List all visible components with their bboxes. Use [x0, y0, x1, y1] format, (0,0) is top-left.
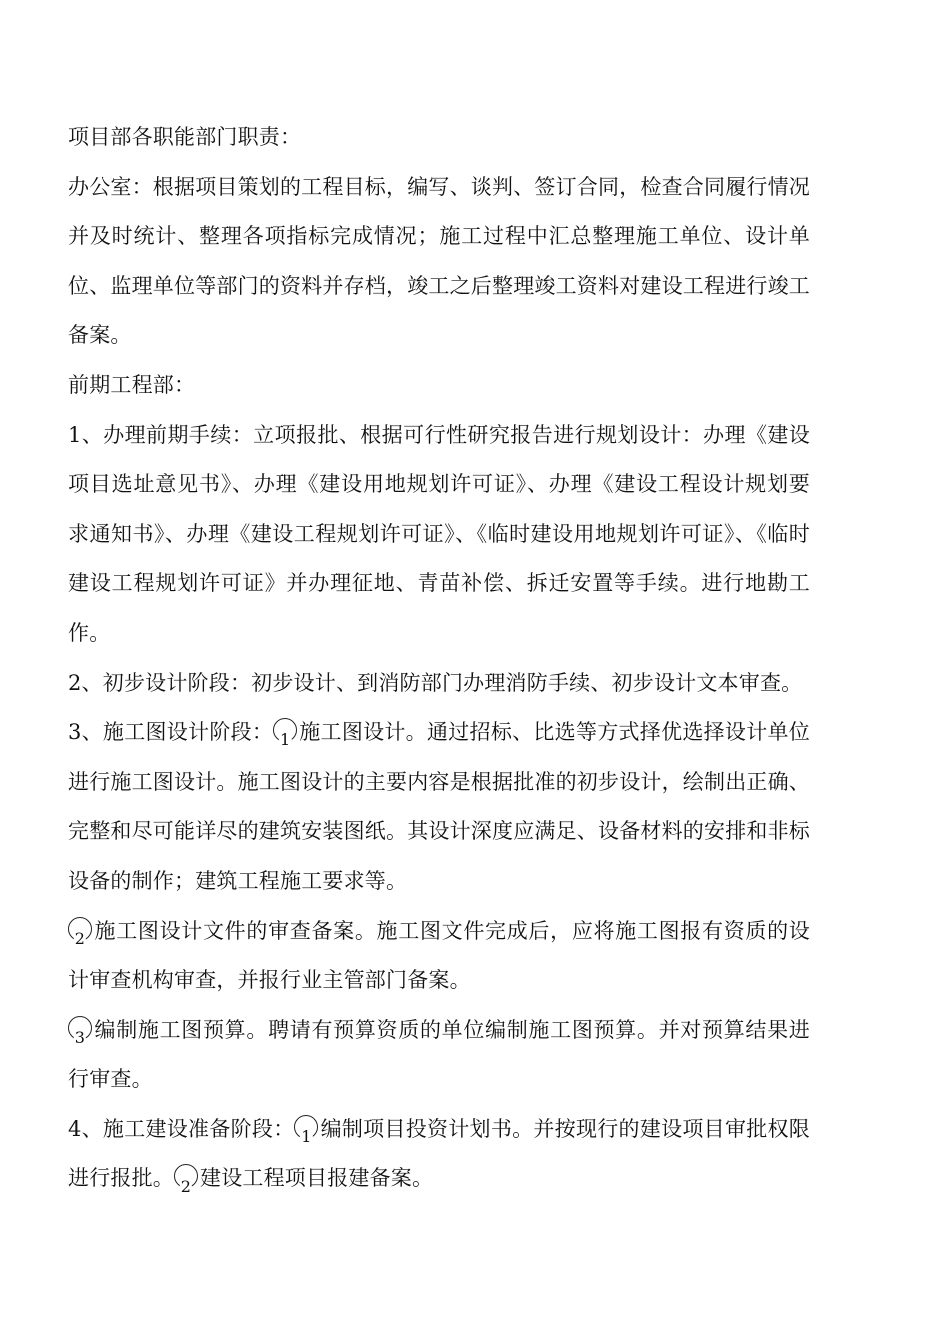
early-dept-item-3-sub-3 [68, 1006, 810, 1105]
early-dept-item-3 [68, 708, 810, 906]
office-paragraph: 办公室：根据项目策划的工程目标，编写、谈判、签订合同，检查合同履行情况并及时统计、整理各项指标完成情况；施工过程中汇总整理施工单位、设计单位、监理单位等部门的资料并存档，竣工之后整理竣工资料对建设工程进行竣工备案。 [68, 174, 810, 348]
early-dept-title: 前期工程部： [68, 372, 196, 397]
circled-number-2-icon: 2 [174, 1164, 198, 1188]
item-4-prefix: 4、施工建设准备阶段： [68, 1116, 295, 1141]
document-heading: 项目部各职能部门职责： [68, 125, 302, 149]
item-3-sub-2: 施工图设计文件的审查备案。施工图文件完成后，应将施工图报有资质的设计审查机构审查，并报行业主管部门备案。 [68, 918, 810, 993]
circled-number-2-icon: 2 [68, 917, 92, 941]
early-dept-item-4 [68, 1105, 810, 1204]
item-3-prefix: 3、施工图设计阶段： [68, 720, 274, 745]
item-4-sub-1: 编制项目投资计划书。并按现行的建设项目审批权限进行报批。 [68, 1116, 810, 1191]
document-page [68, 113, 810, 1204]
item-3-sub-1: 施工图设计。通过招标、比选等方式择优选择设计单位进行施工图设计。施工图设计的主要内容是根据批准的初步设计，绘制出正确、完整和尽可能详尽的建筑安装图纸。其设计深度应满足、设备材料的安排和非标设备的制作；建筑工程施工要求等。 [68, 720, 810, 893]
item-3-sub-3: 编制施工图预算。聘请有预算资质的单位编制施工图预算。并对预算结果进行审查。 [68, 1017, 810, 1092]
early-dept-item-1: 1、办理前期手续：立项报批、根据可行性研究报告进行规划设计：办理《建设项目选址意见书》、办理《建设用地规划许可证》、办理《建设工程设计规划要求通知书》、办理《建设工程规划许可证》、《临时建设用地规划许可证》、《临时建设工程规划许可证》并办理征地、青苗补偿、拆迁安置等手续。进行地勘工作。 [68, 422, 810, 645]
circled-number-1-icon: 1 [273, 718, 297, 742]
early-dept-item-3-sub-2 [68, 907, 810, 1006]
circled-number-3-icon: 3 [68, 1016, 92, 1040]
circled-number-1-icon: 1 [294, 1115, 318, 1139]
item-4-sub-2: 建设工程项目报建备案。 [200, 1166, 434, 1191]
early-dept-item-2: 2、初步设计阶段：初步设计、到消防部门办理消防手续、初步设计文本审查。 [68, 670, 803, 695]
